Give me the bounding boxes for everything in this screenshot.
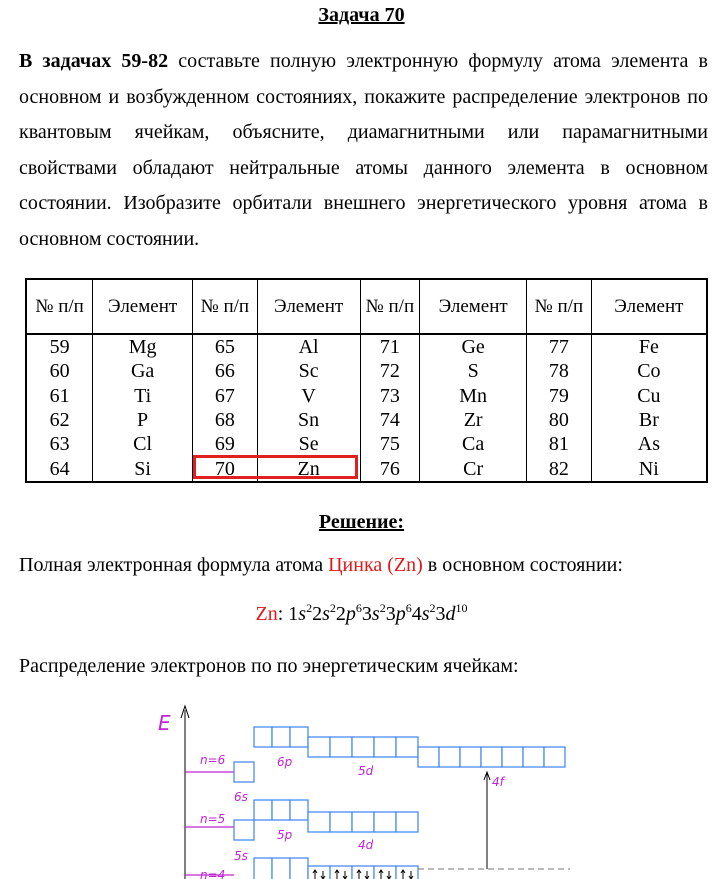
table-cell: 69	[193, 432, 258, 456]
cell-5d	[396, 737, 418, 757]
table-cell: Cu	[591, 384, 707, 408]
electron-formula	[0, 601, 723, 626]
table-cell: Cl	[93, 432, 193, 456]
cell-5p	[272, 800, 290, 820]
table-header-1: Элемент	[93, 279, 193, 334]
cell-4d	[308, 812, 330, 832]
cell-4f	[481, 747, 502, 767]
cell-3d	[352, 866, 374, 879]
table-cell: P	[93, 408, 193, 432]
table-cell: 60	[26, 359, 93, 383]
table-header-3: Элемент	[257, 279, 360, 334]
formula-term-l: p	[345, 603, 356, 625]
table-cell: Fe	[591, 334, 707, 359]
formula-symbol: Zn	[255, 603, 278, 625]
table-header-7: Элемент	[591, 279, 707, 334]
table-cell: 76	[360, 456, 420, 481]
formula-intro-text: Полная электронная формула атома	[19, 554, 329, 576]
table-row	[26, 359, 707, 383]
table-row	[26, 334, 707, 359]
table-row	[26, 384, 707, 408]
cell-4d	[396, 812, 418, 832]
cell-4f	[439, 747, 460, 767]
table-row	[26, 456, 707, 481]
table-cell: 75	[360, 432, 420, 456]
cell-4d	[352, 812, 374, 832]
formula-intro-line	[19, 554, 623, 577]
table-cell: 66	[193, 359, 258, 383]
cell-4f	[544, 747, 565, 767]
cell-4p	[272, 858, 290, 879]
table-cell: 70	[193, 456, 258, 481]
sublevel-label: 6s	[234, 790, 248, 804]
cell-4f	[502, 747, 523, 767]
cell-5d	[352, 737, 374, 757]
cell-4f	[523, 747, 544, 767]
formula-separator: :	[277, 603, 289, 625]
formula-term-e: 10	[455, 601, 468, 615]
formula-intro-tail: в основном состоянии:	[422, 554, 623, 576]
table-cell: 67	[193, 384, 258, 408]
formula-term-l: s	[421, 603, 430, 625]
table-cell: Si	[93, 456, 193, 481]
energy-axis-label: E	[158, 711, 171, 735]
formula-term-e: 2	[329, 601, 336, 615]
level-label: n=5	[200, 812, 226, 826]
formula-term-e: 2	[379, 601, 386, 615]
table-cell: Ni	[591, 456, 707, 481]
cell-6p	[272, 727, 290, 747]
solution-heading: Решение:	[318, 511, 405, 533]
level-label: n=6	[200, 753, 226, 767]
table-cell: Sn	[257, 408, 360, 432]
cell-6s	[234, 762, 254, 782]
table-cell: V	[257, 384, 360, 408]
table-cell: 82	[527, 456, 592, 481]
formula-term-n: 2	[335, 603, 346, 625]
table-cell: Zn	[257, 456, 360, 481]
table-cell: 72	[360, 359, 420, 383]
table-cell: 80	[527, 408, 592, 432]
table-cell: 62	[26, 408, 93, 432]
table-cell: 61	[26, 384, 93, 408]
cell-4f	[418, 747, 439, 767]
table-cell: Co	[591, 359, 707, 383]
formula-term-n: 4	[411, 603, 422, 625]
table-cell: 81	[527, 432, 592, 456]
formula-term-n: 3	[435, 603, 446, 625]
table-cell: 68	[193, 408, 258, 432]
cell-6p	[290, 727, 308, 747]
table-header-6: № п/п	[527, 279, 592, 334]
formula-term-l: s	[322, 603, 330, 625]
cell-5d	[330, 737, 352, 757]
cell-4p	[254, 858, 272, 879]
table-cell: S	[420, 359, 527, 383]
table-cell: 79	[527, 384, 592, 408]
table-cell: Ti	[93, 384, 193, 408]
table-cell: 71	[360, 334, 420, 359]
table-cell: As	[591, 432, 707, 456]
table-cell: 64	[26, 456, 93, 481]
cell-4d	[374, 812, 396, 832]
formula-term-l: s	[371, 603, 380, 625]
sublevel-label: 5s	[234, 849, 248, 863]
distribution-line: Распределение электронов по по энергетическим ячейкам:	[19, 655, 519, 677]
table-header-5: Элемент	[420, 279, 527, 334]
sublevel-label: 5p	[277, 828, 293, 842]
sublevel-label: 5d	[358, 764, 374, 778]
task-statement	[19, 44, 708, 257]
table-cell: 59	[26, 334, 93, 359]
cell-6p	[254, 727, 272, 747]
table-cell: 74	[360, 408, 420, 432]
formula-term-e: 6	[355, 601, 362, 615]
formula-term-n: 3	[385, 603, 396, 625]
table-row	[26, 408, 707, 432]
task-title: Задача 70	[318, 4, 405, 26]
cell-4f	[460, 747, 481, 767]
table-cell: Ca	[420, 432, 527, 456]
table-cell: 77	[527, 334, 592, 359]
formula-term-e: 6	[405, 601, 412, 615]
cell-4p	[290, 858, 308, 879]
formula-term-n: 3	[361, 603, 372, 625]
sublevel-label: 4f	[492, 775, 504, 789]
table-cell: Se	[257, 432, 360, 456]
table-row	[26, 432, 707, 456]
table-cell: 78	[527, 359, 592, 383]
table-header-2: № п/п	[193, 279, 258, 334]
table-header-0: № п/п	[26, 279, 93, 334]
elements-table	[25, 278, 708, 483]
cell-3d	[330, 866, 352, 879]
table-cell: Br	[591, 408, 707, 432]
formula-term-e: 2	[306, 601, 313, 615]
cell-5d	[308, 737, 330, 757]
table-cell: 73	[360, 384, 420, 408]
table-cell: Sc	[257, 359, 360, 383]
task-range: В задачах 59-82	[19, 50, 169, 72]
level-label: n=4	[200, 868, 226, 879]
table-cell: Mg	[93, 334, 193, 359]
cell-5p	[290, 800, 308, 820]
formula-term-n: 2	[312, 603, 323, 625]
formula-term-l: s	[298, 603, 307, 625]
cell-3d	[374, 866, 396, 879]
cell-5d	[374, 737, 396, 757]
element-name: Цинка (Zn)	[328, 554, 423, 576]
task-text: составьте полную электронную формулу атома элемента в основном и возбужденном состояниях, покажите распределение электронов по квантовым ячейкам, объясните, диамагнитными или парамагнитными свойствами обладают нейтральные атомы данного элемента в основном состоянии. Изобразите орбитали внешнего энергетического уровня атома в основном состоянии.	[19, 50, 708, 250]
formula-term-n: 1	[288, 603, 299, 625]
table-cell: 63	[26, 432, 93, 456]
table-cell: Zr	[420, 408, 527, 432]
sublevel-label: 4d	[358, 838, 374, 852]
table-cell: Cr	[420, 456, 527, 481]
cell-5s	[234, 820, 254, 840]
table-cell: Ga	[93, 359, 193, 383]
cell-4d	[330, 812, 352, 832]
table-cell: Ge	[420, 334, 527, 359]
cell-5p	[254, 800, 272, 820]
formula-term-l: d	[445, 603, 456, 625]
table-cell: Mn	[420, 384, 527, 408]
table-header-4: № п/п	[360, 279, 420, 334]
energy-cells-diagram	[150, 700, 580, 879]
formula-term-e: 2	[429, 601, 436, 615]
formula-term-l: p	[395, 603, 406, 625]
table-cell: 65	[193, 334, 258, 359]
sublevel-label: 6p	[277, 755, 293, 769]
cell-3d	[396, 866, 418, 879]
table-cell: Al	[257, 334, 360, 359]
cell-3d	[308, 866, 330, 879]
